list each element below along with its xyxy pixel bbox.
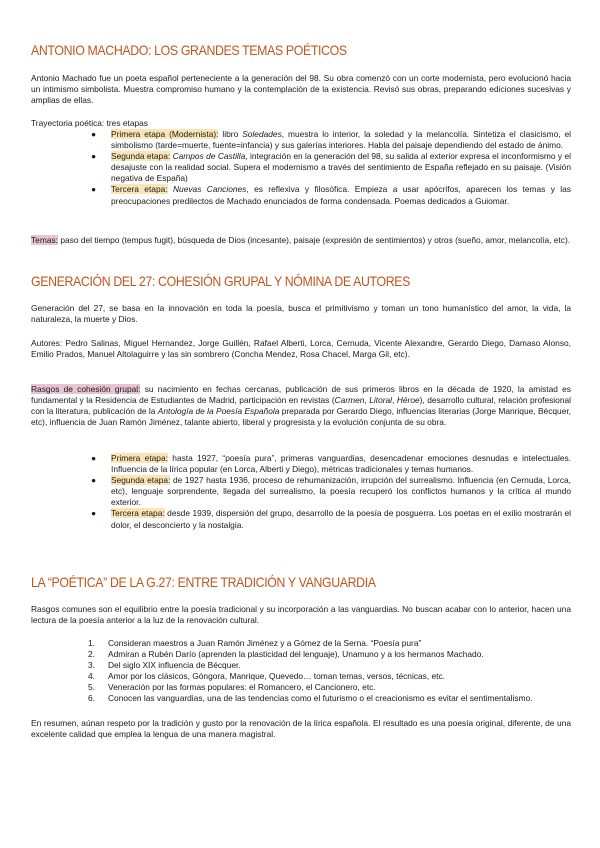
gen27-intro: Generación del 27, se basa en la innovación en toda la poesía, busca el primitivismo y toman un tono humanístico del amor, la vida, la naturaleza, la muerte y Dios.	[31, 303, 571, 325]
bullet-icon: ●	[91, 184, 97, 195]
work-title: Soledades	[242, 129, 282, 139]
list-item: ● Tercera etapa: Nuevas Canciones, es reflexiva y filosófica. Empieza a usar apócrifos, aparecen los temas y las preocupaciones predilectos de Machado enunciados de forma condensada. Poemas dedicados a Guiomar.	[91, 184, 571, 206]
work-title: Nuevas Canciones	[173, 184, 247, 195]
rasgos-label: Rasgos de cohesión grupal:	[31, 384, 141, 394]
poetica-list	[88, 638, 571, 705]
machado-intro: Antonio Machado fue un poeta español perteneciente a la generación del 98. Su obra comenzó con un corte modernista, pero evolucionó hacia un intimismo simbolista. Muestra compromiso humano y la contemplación de la existencia. Revisó sus obras, preparando ediciones sucesivas y amplias de ellas.	[31, 73, 571, 106]
list-item: ● Tercera etapa: desde 1939, dispersión del grupo, desarrollo de la poesía de posguerra. Los poetas en el exilio mostrarán el dolor, el desconcierto y la nostalgia.	[91, 508, 571, 530]
bullet-icon: ●	[91, 129, 97, 139]
bullet-icon: ●	[91, 453, 97, 463]
gen27-etapas-list	[91, 453, 571, 531]
section-title-machado: ANTONIO MACHADO: LOS GRANDES TEMAS POÉTICOS	[31, 42, 347, 58]
etapa-label: Segunda etapa:	[111, 151, 171, 162]
list-item: 4. Amor por los clásicos, Góngora, Manrique, Quevedo… toman temas, versos, técnicas, etc.	[88, 671, 446, 682]
etapa-label: Tercera etapa:	[111, 508, 165, 519]
list-item: 3. Del siglo XIX influencia de Bécquer.	[88, 660, 241, 671]
antologia-title: Antología de la Poesía Española	[157, 406, 280, 417]
trayectoria-label: Trayectoria poética: tres etapas	[31, 118, 148, 128]
list-item: 2. Admiran a Rubén Darío (aprenden la plasticidad del lenguaje), Unamuno y a los hermanos Machado.	[88, 649, 484, 660]
poetica-intro: Rasgos comunes son el equilibrio entre la poesía tradicional y su incorporación a las vanguardias. No buscan acabar con lo anterior, hacen una lectura de la poesía anterior a la luz de la renovación cultural.	[31, 604, 571, 626]
list-item: ● Segunda etapa: de 1927 hasta 1936, proceso de rehumanización, irrupción del surrealismo. Influencia (en Cernuda, Lorca, etc), lenguaje sorprendente, llegada del surrealismo, la poesía recuperó los conflictos humanos y la crítica al mundo exterior.	[91, 475, 571, 508]
etapa-label: Tercera etapa:	[111, 184, 168, 195]
work-title: Campos de Castilla	[172, 151, 246, 162]
etapa-label: Segunda etapa:	[111, 475, 171, 486]
list-item: ● Primera etapa (Modernista): libro Soledades, muestra lo interior, la soledad y la melancolía. Sintetiza el clasicismo, el simbolismo (tarde=muerte, fuente=infancia) y sus galerías interiores. Habla del paisaje dependiendo del estado de ánimo.	[91, 129, 572, 151]
list-item: 1. Consideran maestros a Juan Ramón Jiménez y a Gómez de la Serna. “Poesía pura”	[88, 638, 422, 648]
list-item: ● Segunda etapa: Campos de Castilla, integración en la generación del 98, su salida al exterior expresa el inconformismo y el desajuste con la realidad social. Supera el modernismo a través del sentimiento de España reflejado en su paisaje. (Visión negativa de España)	[91, 151, 571, 184]
bullet-icon: ●	[91, 151, 97, 162]
poetica-conclusion: En resumen, aúnan respeto por la tradición y gusto por la renovación de la lírica española. El resultado es una poesía original, diferente, de una excelente calidad que emplea la lengua de una manera magistral.	[31, 718, 571, 740]
section-title-generacion27: GENERACIÓN DEL 27: COHESIÓN GRUPAL Y NÓMINA DE AUTORES	[31, 273, 410, 289]
machado-etapas-list	[91, 129, 572, 207]
etapa-label: Primera etapa (Modernista):	[111, 129, 219, 139]
list-item: 6. Conocen las vanguardias, una de las tendencias como el futurismo o el creacionismo es evitar el sentimentalismo.	[88, 693, 533, 704]
etapa-label: Primera etapa:	[111, 453, 168, 463]
machado-temas: Temas: paso del tiempo (tempus fugit), búsqueda de Dios (incesante), paisaje (expresión de sentimientos) y otros (sueño, amor, melancolía, etc).	[31, 235, 571, 245]
temas-label: Temas:	[31, 235, 58, 245]
list-item: 5. Veneración por las formas populares: el Romancero, el Cancionero, etc.	[88, 682, 376, 693]
gen27-autores: Autores: Pedro Salinas, Miguel Hernandez, Jorge Guillén, Rafael Alberti, Lorca, Cernuda, Vicente Alexandre, Gerardo Diego, Damaso Alonso, Emilio Prados, Manuel Altolaguirre y las sin sombrero (Concha Mendez, Rosa Chacel, Marga Gil, etc).	[31, 338, 571, 360]
gen27-rasgos: Rasgos de cohesión grupal: su nacimiento en fechas cercanas, publicación de sus primeros libros en la década de 1920, la amistad es fundamental y la Residencia de Estudiantes de Madrid, participación en revistas (Carmen, Litoral, Héroe), desarrollo cultural, relación profesional con la literatura, publicación de la Antología de la Poesía Española preparada por Gerardo Diego, influencias literarias (Jorge Manrique, Bécquer, etc), influencia de Juan Ramón Jiménez, talante abierto, liberal y progresista y la evolución conjunta de su obra.	[31, 384, 572, 428]
bullet-icon: ●	[91, 508, 97, 519]
list-item: ● Primera etapa: hasta 1927, “poesía pura”, primeras vanguardias, desencadenar emociones desnudas e intelectuales. Influencia de la lírica popular (en Lorca, Alberti y Diego), métricas tradicionales y temas humanos.	[91, 453, 571, 475]
bullet-icon: ●	[91, 475, 97, 486]
section-title-poetica: LA “POÉTICA” DE LA G.27: ENTRE TRADICIÓN Y VANGUARDIA	[31, 574, 376, 590]
